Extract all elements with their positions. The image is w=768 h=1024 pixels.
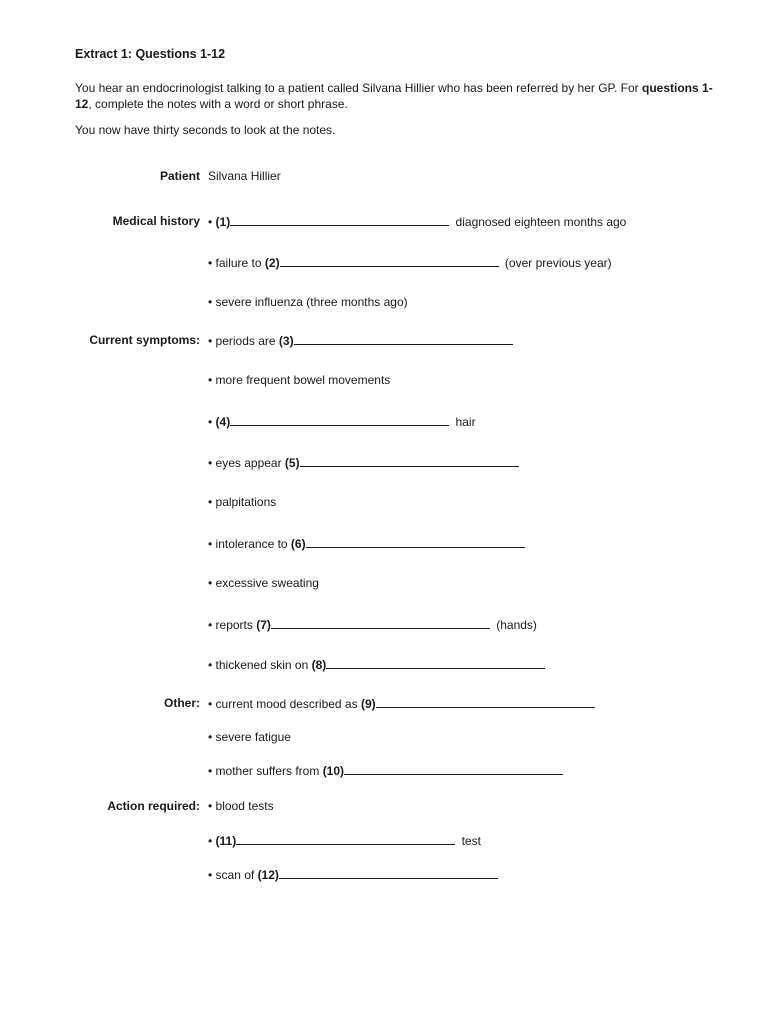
q4-prefix: •	[208, 415, 216, 429]
answer-blank-8[interactable]	[326, 657, 545, 669]
q12-prefix: • scan of	[208, 868, 258, 882]
question-6	[208, 536, 528, 551]
intro-text-after: , complete the notes with a word or short phrase.	[88, 97, 348, 111]
question-2	[208, 255, 612, 270]
q1-number: (1)	[215, 215, 231, 229]
q8-prefix: • thickened skin on	[208, 658, 312, 672]
intro-bold: questions 1-12	[75, 81, 713, 111]
answer-blank-11[interactable]	[236, 833, 455, 845]
q6-prefix: • intolerance to	[208, 537, 291, 551]
q9-prefix: • current mood described as	[208, 697, 361, 711]
question-5	[208, 455, 522, 470]
q4-number: (4)	[215, 415, 231, 429]
note-item: • palpitations	[208, 495, 277, 509]
question-8	[208, 657, 548, 672]
page-title: Extract 1: Questions 1-12	[75, 47, 226, 61]
question-11	[208, 833, 481, 848]
label-patient: Patient	[159, 169, 200, 183]
answer-blank-5[interactable]	[300, 455, 519, 467]
answer-blank-3[interactable]	[294, 333, 513, 345]
question-12	[208, 867, 501, 882]
q3-number: (3)	[278, 334, 294, 348]
intro-paragraph	[75, 80, 715, 112]
q10-number: (10)	[322, 764, 345, 778]
q2-number: (2)	[264, 256, 280, 270]
question-10	[208, 763, 566, 778]
q2-suffix: (over previous year)	[501, 256, 612, 270]
note-item: • severe influenza (three months ago)	[208, 295, 408, 309]
question-1	[208, 214, 626, 229]
q11-suffix: test	[458, 834, 481, 848]
q7-prefix: • reports	[208, 618, 257, 632]
q11-number: (11)	[215, 834, 237, 848]
label-medical-history: Medical history	[112, 214, 200, 228]
q3-prefix: • periods are	[208, 334, 279, 348]
q10-prefix: • mother suffers from	[208, 764, 323, 778]
answer-blank-6[interactable]	[306, 536, 525, 548]
question-3	[208, 333, 516, 348]
q2-prefix: • failure to	[208, 256, 265, 270]
q5-prefix: • eyes appear	[208, 456, 285, 470]
label-current-symptoms: Current symptoms:	[89, 333, 200, 347]
q7-suffix: (hands)	[492, 618, 537, 632]
q1-suffix: diagnosed eighteen months ago	[452, 215, 627, 229]
intro-text: You hear an endocrinologist talking to a patient called Silvana Hillier who has been referred by her GP. For	[75, 81, 639, 95]
q6-number: (6)	[290, 537, 306, 551]
q7-number: (7)	[256, 618, 271, 632]
q5-number: (5)	[284, 456, 300, 470]
q12-number: (12)	[257, 868, 279, 882]
q8-number: (8)	[311, 658, 327, 672]
question-7	[208, 617, 537, 632]
answer-blank-12[interactable]	[279, 867, 498, 879]
q9-number: (9)	[360, 697, 376, 711]
q11-prefix: •	[208, 834, 216, 848]
answer-blank-4[interactable]	[230, 414, 449, 426]
answer-blank-10[interactable]	[344, 763, 563, 775]
label-other: Other:	[164, 696, 200, 710]
answer-blank-7[interactable]	[271, 617, 490, 629]
q4-suffix: hair	[452, 415, 476, 429]
question-9	[208, 696, 598, 711]
prompt-text: You now have thirty seconds to look at the notes.	[75, 123, 336, 137]
answer-blank-9[interactable]	[376, 696, 595, 708]
note-item: • blood tests	[208, 799, 274, 813]
q1-prefix: •	[208, 215, 216, 229]
answer-blank-2[interactable]	[280, 255, 499, 267]
note-item: • more frequent bowel movements	[208, 373, 391, 387]
note-item: • excessive sweating	[208, 576, 319, 590]
label-action-required: Action required:	[107, 799, 200, 813]
question-4	[208, 414, 476, 429]
answer-blank-1[interactable]	[230, 214, 449, 226]
note-item: • severe fatigue	[208, 730, 291, 744]
patient-name: Silvana Hillier	[208, 169, 281, 183]
